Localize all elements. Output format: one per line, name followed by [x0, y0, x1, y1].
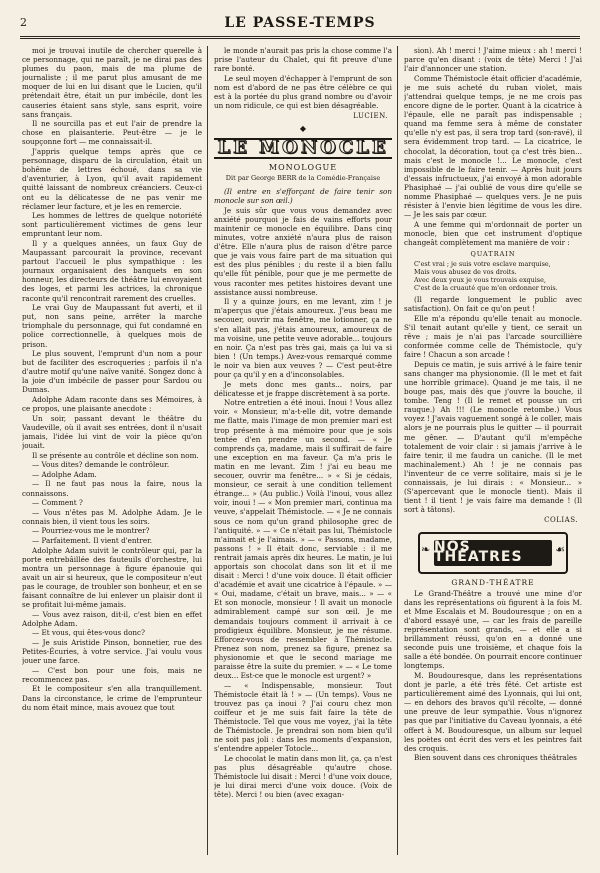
paragraph: A une femme qui m'ordonnait de porter un monocle, bien que cet instrument d'optique changeât complètement ma manière de voir :: [404, 219, 582, 247]
column-divider: [207, 46, 208, 855]
paragraph: Bien souvent dans ces chroniques théâtrales: [414, 753, 577, 763]
paragraph: — Vous n'êtes pas M. Adolphe Adam. Je le connais bien, il vient tous les soirs.: [22, 507, 202, 526]
paragraph: Il y a quelques années, un faux Guy de Maupassant parcourait la province, recevant partout l'accueil le plus sympathique : les journaux organisaient des banquets en son honneur, les directeurs de théâtre lui envoyaient des loges, et parmi les actrices, la chronique raconte qu'il rencontrait rarement des cruelles.: [22, 238, 202, 303]
paragraph: Le plus souvent, l'emprunt d'un nom a pour but de faciliter des escroqueries ; parfois il n'a d'autre motif qu'une naïve vanité. Songez donc à la joie d'un imbécile de passer pour Sardou ou Dumas.: [22, 349, 202, 395]
monocle-title-block: [214, 138, 392, 159]
separator-diamond-icon: ◆: [299, 124, 307, 134]
paragraph: — « Indispensable, monsieur. Tout Thémistocle était là ! » — (Un temps). Vous ne trouvez pas ça inoui ? J'ai couru chez mon coiffeur et je me suis fait faire la tête de Thémistocle. Tel que vous me voyez, j'ai la tête de Thémistocle. Je prendrai son nom bien qu'il ne soit pas joli : dans les moments d'expansion, s'entendre appeler Totocle...: [214, 680, 392, 754]
ornament-right-icon: ☙: [555, 542, 565, 556]
paragraph: Le vrai Guy de Maupassant fut averti, et il put, non sans peine, arrêter la marche triomphale du personnage, qui fut condamné en police correctionnelle, à quelques mois de prison.: [22, 303, 202, 349]
paragraph: Je suis sûr que vous vous demandez avec anxiété pourquoi je fais de vains efforts pour maintenir ce monocle en équilibre. Dans cinq minutes, votre anxiété n'aura plus de raison d'être. Elle n'aura plus de raison d'être parce que je vais vous faire part de ma situation qui est des plus pénibles ; du reste il a bien fallu qu'elle fût pénible, pour que je me permette de vous raconter mes petites histoires devant une assistance aussi nombreuse.: [214, 205, 392, 297]
verse-line: C'est vrai ; je suis votre esclave marquise,: [414, 260, 551, 269]
paragraph: Il se présente au contrôle et décline son nom.: [32, 450, 199, 460]
paragraph: Adolphe Adam raconte dans ses Mémoires, à ce propos, une plaisante anecdote :: [22, 395, 202, 414]
masthead: LE PASSE-TEMPS: [224, 15, 376, 31]
quatrain-title: QUATRAIN: [470, 250, 516, 259]
page-number: 2: [20, 16, 27, 29]
verse-line: Mais vous abusez de vos droits.: [414, 268, 517, 277]
grand-theatre-heading: GRAND-THÉATRE: [451, 577, 535, 587]
paragraph: — Adolphe Adam.: [32, 469, 97, 479]
paragraph: (Il regarde longuement le public avec satisfaction). On fait ce qu'on peut !: [404, 295, 582, 314]
monocle-text: [214, 206, 392, 800]
paragraph: — Je suis Aristide Pinson, bonnetier, rue des Petites-Écuries, à votre service. J'ai voulu vous jouer une farce.: [22, 638, 202, 666]
paragraph: sion). Ah ! merci ! J'aime mieux : ah ! merci ! parce qu'en disant : (voix de tête) Merci ! J'ai l'air d'annoncer une station.: [404, 46, 582, 74]
paragraph: — Vous dites? demande le contrôleur.: [32, 460, 170, 470]
paragraph: Les hommes de lettres de quelque notoriété sont particulièrement victimes de gens leur empruntant leur nom.: [22, 211, 202, 239]
ornament-left-icon: ❧: [421, 542, 431, 556]
paragraph: Un soir, passant devant le théâtre du Vaudeville, où il avait ses entrées, dont il n'usait jamais, l'idée lui vint de voir la pièce qu'on jouait.: [22, 413, 202, 451]
lucien-article-end: [214, 46, 392, 110]
paragraph: — Pourriez-vous me le montrer?: [32, 526, 150, 536]
monocle-text-ending: [404, 295, 582, 514]
paragraph: moi je trouvai inutile de chercher querelle à ce personnage, qui ne paraît, je ne dirai pas des plumes du paon, mais de ma plume de journaliste ; il me parut plus amusant de me moquer de lui en lui disant que le Lucien, qu'il prétendait être, était un pur imbécile, dont les causeries étaient sans style, sans esprit, voire sans français.: [22, 46, 202, 119]
page-header: [20, 14, 580, 37]
paragraph: Je mets donc mes gants... noirs, par délicatesse et je frappe discrètement à sa porte.: [214, 379, 392, 398]
paragraph: Le seul moyen d'échapper à l'emprunt de son nom est d'abord de ne pas être célèbre ce qui est à la portée du plus grand nombre ou d'avoir un nom ridicule, ce qui est bien désagréable.: [214, 73, 392, 111]
signature-lucien: LUCIEN.: [353, 112, 388, 121]
header-rule: [20, 38, 580, 39]
paragraph: — Parfaitement. Il vient d'entrer.: [32, 535, 153, 545]
paragraph: Le Grand-Théâtre a trouvé une mine d'or dans les représentations où figurent à la fois M. et Mme Escalais et M. Boudouresque ; on en a d'abord essayé une, — car les frais de pareille représentation sont grands, — et elle a si brillamment réussi, qu'on en a donné une seconde puis une troisième, et chaque fois la salle a été bondée. On pourrait encore continuer longtemps.: [404, 588, 582, 671]
monocle-title: LE MONOCLE: [217, 137, 389, 159]
banner-plate: [434, 540, 552, 566]
paragraph: M. Boudouresque, dans les représentations dont je parle, a été très fêté. Cet artiste est particulièrement aimé des Lyonnais, qui lui ont, — en dehors des bravos qu'il récolte, — donné une preuve de leur sympathie. Vous n'ignorez pas que par l'initiative du Caveau lyonnais, a été offert à M. Boudouresque, un album sur lequel les poètes ont écrit des vers et les peintres fait des croquis.: [404, 670, 582, 753]
stage-direction: (Il entre en s'efforçant de faire tenir son monocle sur son œil.): [214, 186, 392, 205]
performer-credit: Dit par George BERR de la Comédie-Française: [225, 173, 381, 182]
column-3: [404, 46, 582, 855]
paragraph: Il ne sourcilla pas et eut l'air de prendre la chose en plaisanterie. Peut-être — je le soupçonne fort — me connaissait-il.: [22, 119, 202, 147]
column-1: [22, 46, 202, 855]
paragraph: le monde n'aurait pas pris la chose comme l'a prise l'auteur du Chalet, qui fit preuve d'une rare bonté.: [214, 46, 392, 74]
nos-theatres-banner: [418, 532, 568, 574]
paragraph: Comme Thémistocle était officier d'académie, je me suis acheté du ruban violet, mais j'attendrai quelque temps, je ne me crois pas encore digne de le porter. Quant à la cicatrice à l'épaule, elle ne paraît pas indispensable ; quand ma femme sera à même de constater qu'elle n'y est pas, il sera trop tard (son-ravé), il sera évidemment trop tard. — La cicatrice, le chocolat, la décoration, tout ça c'est très bien... mais c'est le monocle !... Le monocle, c'est impossible de le faire tenir. — Après huit jours d'essais infructueux, j'ai envoyé à mon adorable Phasiphaé — j'ai oublié de vous dire qu'elle se nomme Phasiphaé — quelques vers. Je ne puis résister à l'envie bien légitime de vous les dire. — Je les sais par cœur.: [404, 73, 582, 220]
paragraph: — Vous avez raison, dit-il, c'est bien en effet Adolphe Adam.: [22, 609, 202, 628]
verse-line: Avec deux yeux je vous trouvais exquise,: [414, 276, 546, 285]
paragraph: Elle m'a répondu qu'elle tenait au monocle. S'il tenait autant qu'elle y tient, ce serait un rêve ; mais je n'ai pas l'arcade sourcillière conformée comme celle de Thémistocle, qu'y faire ! Chacun a son arcade !: [404, 313, 582, 360]
column-2: [214, 46, 392, 855]
paragraph: J'appris quelque temps après que ce personnage, disparu de la circulation, était un bohême de lettres échoué, dans sa vie d'aventurier, à Lyon, qu'il avait rapidement quitté laissant de nombreux créanciers. Ceux-ci ont eu la délicatesse de ne pas venir me réclamer leur facture, et je les en remercie.: [22, 147, 202, 211]
paragraph: Notre entretien a été inoui. Inoui ! Vous allez voir. « Monsieur, m'a-t-elle dit, votre demande me flatte, mais l'image de mon premier mari est trop présente à ma mémoire pour que je sois tentée d'en prendre un second. — « Je comprends ça, madame, mais il suffirait de faire une exception en ma faveur. Ça m'a pris le matin en me levant. Zim ! j'ai eu beau me secouer, ouvrir ma fenêtre... » « Si je cédais, monsieur, ce serait à une condition tellement étrange... » (Au public.) Voilà l'inoui, vous allez voir, inoui ! — « Mon premier mari, continua ma veuve, s'appelait Thémistocle. — « Je ne connais sous ce nom qu'un grand philosophe grec de l'antiquité. » — « Ce n'était pas lui, Thémistocle m'aimait et je l'aimais. » — « Passons, madame, passons ! » Il était donc, serviable : il me rentrait jamais après dix heures. Le matin, je lui apportais son chocolat dans son lit et il me disait : Merci ! d'une voix douce. Il était officier d'académie et avait une cicatrice à l'épaule. » — « Oui, madame, c'était un brave, mais... » — « Et son monocle, monsieur ! Il avait un monocle admirablement campé sur son œil. Je me demandais toujours comment il arrivait à ce prodigieux équilibre. Monsieur, je me résume. Efforcez-vous de ressembler à Thémistocle. Prenez son nom, prenez sa figure, prenez sa physionomie et que le second mariage me paraisse être la suite du premier. » — « Le tome deux... Est-ce que le monocle est urgent? »: [214, 398, 392, 681]
paragraph: — Il ne faut pas nous la faire, nous la connaissons.: [22, 479, 202, 498]
paragraph: Et le compositeur s'en alla tranquillement. Dans la circonstance, le crime de l'emprunteur du nom était mince, mais avouez que tout: [22, 684, 202, 712]
grand-theatre-text: [404, 589, 582, 763]
quatrain-verse: [404, 260, 582, 292]
paragraph: Adolphe Adam suivit le contrôleur qui, par la porte entrebâillée des fauteuils d'orchestre, lui montra un personnage à figure épanouie qui avait un air si heureux, que le compositeur n'eut pas le courage, de troubler son bonheur, et en se faisant connaître de lui enlever un plaisir dont il se profitait lui-même jamais.: [22, 545, 202, 610]
paragraph: — Et vous, qui êtes-vous donc?: [32, 628, 145, 638]
paragraph: Depuis ce matin, je suis arrivé à le faire tenir sans changer ma physionomie. (Il le met et fait une horrible grimace). Quand je me tais, il ne bouge pas, mais dès que j'ouvre la bouche, il tombe. Teng ! (Il le remet et pousse un cri rauque.) Ah !!! (Le monocle retombe.) Vous voyez ! J'avais vaguement songé à le coller, mais alors je ne pourrais plus le quitter — il pourrait me gêner. — D'autant qu'il m'empêche totalement de voir clair : si jamais j'arrive à le faire tenir, il me faudra un caniche. (Il le met machinalement.) Ah ! je ne connais pas l'inventeur de ce verre solitaire, mais si je le connaissais, je lui dirais : « Monsieur... » (S'apercevant que le monocle tient). Mais il tient ! il tient ! je vais faire ma demande ! (Il sort à tâtons).: [404, 359, 582, 515]
signature-colias: COLIAS.: [544, 516, 578, 525]
banner-title: NOS THÉATRES: [434, 539, 523, 565]
monocle-text-continued: [404, 46, 582, 247]
verse-line: C'est de la cruauté que m'en ordonner trois.: [414, 284, 558, 293]
column-divider: [397, 46, 398, 855]
monologue-label: MONOLOGUE: [268, 163, 338, 173]
paragraph: Le chocolat le matin dans mon lit, ça, ça n'est pas plus désagréable qu'autre chose. Thémistocle lui disait : Merci ! d'une voix douce, je lui dirai merci d'une voix douce. (Voix de tête). Merci ! ou bien (avec exagan-: [214, 753, 392, 800]
paragraph: — C'est bon pour une fois, mais ne recommencez pas.: [22, 665, 202, 684]
paragraph: Il y a quinze jours, en me levant, zim ! je m'aperçus que j'étais amoureux. J'eus beau me secouer, ouvrir ma fenêtre, me lotionner, ça ne s'en allait pas, j'étais amoureux, amoureux de ma voisine, une petite veuve adorable... toujours en noir. Ça n'est pas très gai, mais ça lui va si bien ! (Un temps.) Avez-vous remarqué comme le noir va bien aux veuves ? — C'est peut-être pour ça qu'il y en a d'inconsolables.: [214, 297, 392, 379]
paragraph: — Comment ?: [32, 498, 83, 508]
